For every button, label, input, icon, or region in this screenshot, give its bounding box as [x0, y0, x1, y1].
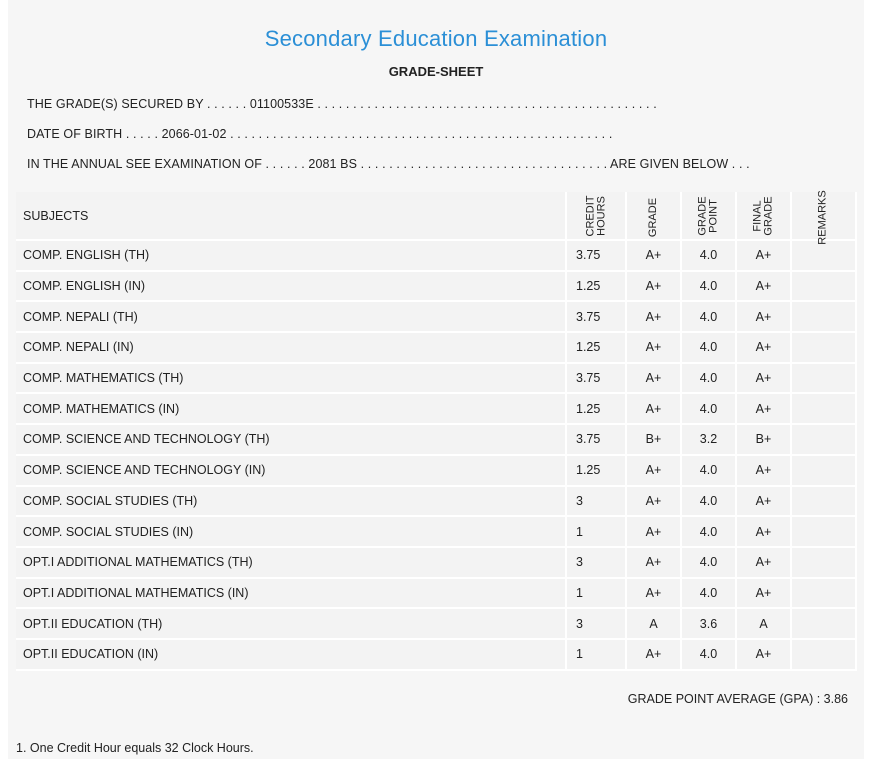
subject-cell: COMP. ENGLISH (TH): [16, 240, 566, 271]
grade-header: GRADE: [626, 192, 681, 240]
final-grade-cell: B+: [736, 424, 791, 455]
subjects-header: SUBJECTS: [16, 192, 566, 240]
credit-hours-cell: 1.25: [566, 271, 626, 302]
table-row: [16, 240, 856, 271]
grade-cell: A+: [626, 332, 681, 363]
credit-hours-header: CREDIT HOURS: [566, 192, 626, 240]
subject-cell: OPT.I ADDITIONAL MATHEMATICS (TH): [16, 547, 566, 578]
credit-hours-cell: 3: [566, 608, 626, 639]
grade-point-cell: 4.0: [681, 455, 736, 486]
table-row: [16, 486, 856, 517]
table-row: [16, 639, 856, 670]
final-grade-cell: A+: [736, 393, 791, 424]
remarks-cell: [791, 547, 856, 578]
subject-cell: COMP. SCIENCE AND TECHNOLOGY (TH): [16, 424, 566, 455]
remarks-cell: [791, 455, 856, 486]
grade-sheet: [8, 0, 864, 759]
credit-hours-cell: 1: [566, 516, 626, 547]
credit-hours-cell: 1: [566, 578, 626, 609]
grade-point-cell: 4.0: [681, 393, 736, 424]
grade-point-cell: 4.0: [681, 363, 736, 394]
credit-hours-cell: 3: [566, 547, 626, 578]
final-grade-cell: A+: [736, 240, 791, 271]
grade-point-cell: 3.6: [681, 608, 736, 639]
final-grade-cell: A+: [736, 578, 791, 609]
grade-point-header: GRADE POINT: [681, 192, 736, 240]
table-row: [16, 547, 856, 578]
final-grade-cell: A: [736, 608, 791, 639]
secured-by-line: THE GRADE(S) SECURED BY . . . . . . 01100533E . . . . . . . . . . . . . . . . . . . . . . . . . . . . . . . . . . . . . . . . . . . . . . . .: [27, 97, 657, 111]
credit-hours-cell: 1.25: [566, 393, 626, 424]
subject-cell: OPT.II EDUCATION (TH): [16, 608, 566, 639]
gpa-summary: GRADE POINT AVERAGE (GPA) : 3.86: [627, 692, 848, 706]
grade-cell: A+: [626, 271, 681, 302]
final-grade-cell: A+: [736, 301, 791, 332]
final-grade-cell: A+: [736, 455, 791, 486]
remarks-cell: [791, 363, 856, 394]
footnote: 1. One Credit Hour equals 32 Clock Hours.: [16, 741, 254, 755]
grade-point-cell: 4.0: [681, 486, 736, 517]
credit-hours-cell: 3.75: [566, 240, 626, 271]
credit-hours-cell: 3: [566, 486, 626, 517]
credit-hours-cell: 1.25: [566, 332, 626, 363]
final-grade-cell: A+: [736, 516, 791, 547]
grade-point-cell: 4.0: [681, 332, 736, 363]
grade-cell: A+: [626, 393, 681, 424]
grade-cell: A: [626, 608, 681, 639]
subject-cell: COMP. SOCIAL STUDIES (TH): [16, 486, 566, 517]
remarks-cell: [791, 639, 856, 670]
grade-point-cell: 4.0: [681, 639, 736, 670]
table-row: [16, 516, 856, 547]
grade-cell: A+: [626, 240, 681, 271]
dob-line: DATE OF BIRTH . . . . . 2066-01-02 . . . . . . . . . . . . . . . . . . . . . . . . . . . . . . . . . . . . . . . . . . . . . . . . . . . . . .: [27, 127, 613, 141]
table-row: [16, 608, 856, 639]
remarks-cell: [791, 516, 856, 547]
subject-cell: COMP. MATHEMATICS (TH): [16, 363, 566, 394]
subject-cell: COMP. SOCIAL STUDIES (IN): [16, 516, 566, 547]
subject-cell: COMP. MATHEMATICS (IN): [16, 393, 566, 424]
remarks-cell: [791, 393, 856, 424]
credit-hours-cell: 3.75: [566, 363, 626, 394]
grade-cell: A+: [626, 363, 681, 394]
final-grade-cell: A+: [736, 363, 791, 394]
remarks-cell: [791, 332, 856, 363]
grade-cell: A+: [626, 516, 681, 547]
table-row: [16, 332, 856, 363]
table-row: [16, 455, 856, 486]
final-grade-header: FINAL GRADE: [736, 192, 791, 240]
remarks-cell: [791, 486, 856, 517]
table-row: [16, 301, 856, 332]
grade-cell: A+: [626, 301, 681, 332]
grade-cell: B+: [626, 424, 681, 455]
page-title: Secondary Education Examination: [264, 26, 608, 51]
credit-hours-cell: 3.75: [566, 301, 626, 332]
subject-cell: COMP. NEPALI (IN): [16, 332, 566, 363]
table-row: [16, 393, 856, 424]
final-grade-cell: A+: [736, 486, 791, 517]
table-header-row: [16, 192, 856, 240]
final-grade-cell: A+: [736, 639, 791, 670]
grade-point-cell: 4.0: [681, 578, 736, 609]
table-row: [16, 363, 856, 394]
remarks-cell: [791, 608, 856, 639]
exam-line: IN THE ANNUAL SEE EXAMINATION OF . . . . . . 2081 BS . . . . . . . . . . . . . . . . . . . . . . . . . . . . . . . . . . . ARE GIVEN BELOW . . .: [27, 157, 750, 171]
final-grade-cell: A+: [736, 332, 791, 363]
page-subtitle: GRADE-SHEET: [388, 64, 484, 79]
grade-cell: A+: [626, 455, 681, 486]
table-row: [16, 424, 856, 455]
subject-cell: OPT.II EDUCATION (IN): [16, 639, 566, 670]
remarks-header: REMARKS: [791, 192, 856, 240]
subject-cell: OPT.I ADDITIONAL MATHEMATICS (IN): [16, 578, 566, 609]
grade-point-cell: 4.0: [681, 271, 736, 302]
grade-point-cell: 4.0: [681, 547, 736, 578]
remarks-cell: [791, 424, 856, 455]
final-grade-cell: A+: [736, 271, 791, 302]
grade-cell: A+: [626, 486, 681, 517]
grade-cell: A+: [626, 547, 681, 578]
remarks-cell: [791, 301, 856, 332]
grade-point-cell: 3.2: [681, 424, 736, 455]
remarks-cell: [791, 271, 856, 302]
grade-point-cell: 4.0: [681, 516, 736, 547]
table-row: [16, 578, 856, 609]
credit-hours-cell: 1: [566, 639, 626, 670]
final-grade-cell: A+: [736, 547, 791, 578]
grade-point-cell: 4.0: [681, 240, 736, 271]
credit-hours-cell: 1.25: [566, 455, 626, 486]
subject-cell: COMP. NEPALI (TH): [16, 301, 566, 332]
credit-hours-cell: 3.75: [566, 424, 626, 455]
grade-cell: A+: [626, 578, 681, 609]
grade-cell: A+: [626, 639, 681, 670]
grade-point-cell: 4.0: [681, 301, 736, 332]
subject-cell: COMP. ENGLISH (IN): [16, 271, 566, 302]
grades-table: [16, 189, 857, 671]
table-row: [16, 271, 856, 302]
subject-cell: COMP. SCIENCE AND TECHNOLOGY (IN): [16, 455, 566, 486]
remarks-cell: [791, 578, 856, 609]
